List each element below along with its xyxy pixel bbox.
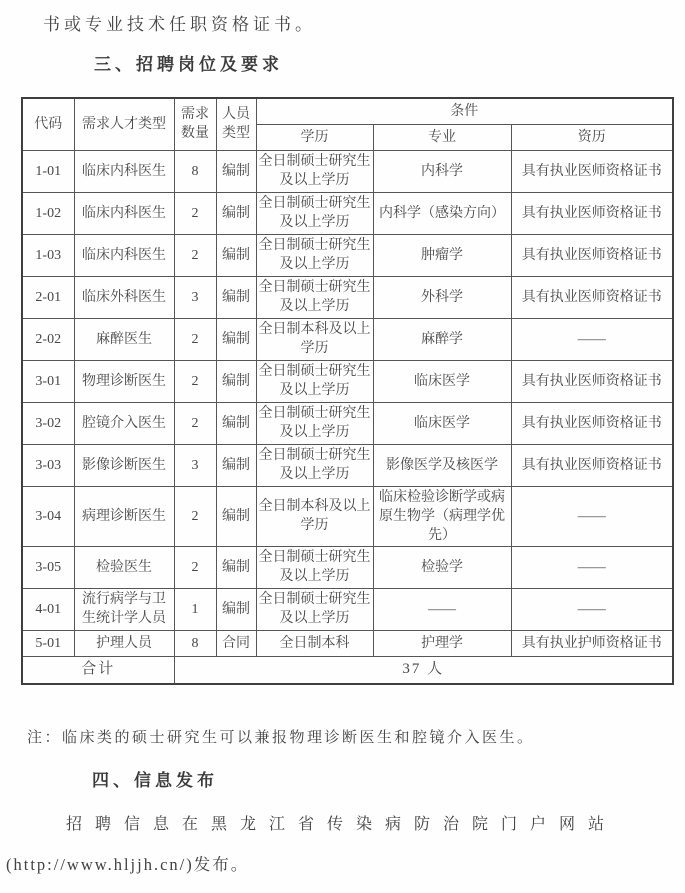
header-education: 学历: [256, 124, 373, 150]
cell-major: ——: [373, 588, 511, 630]
header-major: 专业: [373, 124, 511, 150]
cell-qualification: 具有执业医师资格证书: [511, 192, 673, 234]
cell-education: 全日制硕士研究生及以上学历: [256, 360, 373, 402]
cell-talent-type: 护理人员: [74, 630, 174, 656]
cell-major: 检验学: [373, 546, 511, 588]
cell-count: 2: [174, 546, 216, 588]
cell-code: 5-01: [22, 630, 74, 656]
cell-personnel: 编制: [216, 588, 256, 630]
cell-qualification: 具有执业医师资格证书: [511, 402, 673, 444]
cell-education: 全日制硕士研究生及以上学历: [256, 588, 373, 630]
cell-personnel: 编制: [216, 192, 256, 234]
table-row: [22, 402, 673, 444]
section3-heading: 三、招聘岗位及要求: [94, 55, 283, 74]
cell-code: 4-01: [22, 588, 74, 630]
table-row: [22, 150, 673, 192]
cell-count: 2: [174, 192, 216, 234]
table-row: [22, 546, 673, 588]
cell-talent-type: 影像诊断医生: [74, 444, 174, 486]
header-demand-count: 需求数量: [174, 98, 216, 150]
header-qualification: 资历: [511, 124, 673, 150]
cell-code: 1-02: [22, 192, 74, 234]
cell-talent-type: 临床内科医生: [74, 234, 174, 276]
publish-url-line: (http://www.hljjh.cn/)发布。: [6, 855, 250, 874]
cell-major: 临床医学: [373, 402, 511, 444]
cell-major: 外科学: [373, 276, 511, 318]
cell-qualification: 具有执业医师资格证书: [511, 276, 673, 318]
cell-qualification: 具有执业护师资格证书: [511, 630, 673, 656]
table-total-row: [22, 656, 673, 684]
cell-personnel: 编制: [216, 444, 256, 486]
cell-qualification: ——: [511, 486, 673, 546]
cell-count: 8: [174, 630, 216, 656]
cell-personnel: 编制: [216, 150, 256, 192]
cell-major: 麻醉学: [373, 318, 511, 360]
table-note: 注：临床类的硕士研究生可以兼报物理诊断医生和腔镜介入医生。: [27, 730, 535, 746]
cell-talent-type: 物理诊断医生: [74, 360, 174, 402]
cell-count: 2: [174, 486, 216, 546]
cell-qualification: ——: [511, 318, 673, 360]
cell-major: 临床检验诊断学或病原生物学（病理学优先）: [373, 486, 511, 546]
cell-education: 全日制本科及以上学历: [256, 486, 373, 546]
intro-line: 书或专业技术任职资格证书。: [43, 15, 316, 34]
cell-count: 3: [174, 276, 216, 318]
cell-education: 全日制硕士研究生及以上学历: [256, 150, 373, 192]
cell-major: 肿瘤学: [373, 234, 511, 276]
total-value: 37 人: [174, 656, 673, 684]
cell-talent-type: 临床内科医生: [74, 192, 174, 234]
cell-qualification: 具有执业医师资格证书: [511, 360, 673, 402]
cell-talent-type: 流行病学与卫生统计学人员: [74, 588, 174, 630]
cell-personnel: 编制: [216, 360, 256, 402]
cell-count: 2: [174, 402, 216, 444]
cell-code: 3-01: [22, 360, 74, 402]
cell-code: 3-03: [22, 444, 74, 486]
table-row: [22, 588, 673, 630]
cell-education: 全日制本科: [256, 630, 373, 656]
cell-talent-type: 临床外科医生: [74, 276, 174, 318]
cell-personnel: 编制: [216, 546, 256, 588]
cell-major: 护理学: [373, 630, 511, 656]
header-conditions: 条件: [256, 98, 673, 124]
table-row: [22, 630, 673, 656]
cell-talent-type: 临床内科医生: [74, 150, 174, 192]
cell-education: 全日制硕士研究生及以上学历: [256, 276, 373, 318]
cell-education: 全日制硕士研究生及以上学历: [256, 444, 373, 486]
cell-qualification: 具有执业医师资格证书: [511, 150, 673, 192]
section4-heading: 四、信息发布: [92, 771, 218, 790]
cell-talent-type: 检验医生: [74, 546, 174, 588]
cell-major: 影像医学及核医学: [373, 444, 511, 486]
cell-count: 3: [174, 444, 216, 486]
publish-info-line: 招聘信息在黑龙江省传染病防治院门户网站: [66, 816, 618, 833]
cell-major: 内科学: [373, 150, 511, 192]
table-row: [22, 318, 673, 360]
cell-talent-type: 麻醉医生: [74, 318, 174, 360]
cell-count: 8: [174, 150, 216, 192]
table-row: [22, 234, 673, 276]
cell-personnel: 编制: [216, 234, 256, 276]
cell-qualification: 具有执业医师资格证书: [511, 234, 673, 276]
cell-count: 2: [174, 360, 216, 402]
cell-personnel: 编制: [216, 486, 256, 546]
cell-education: 全日制硕士研究生及以上学历: [256, 234, 373, 276]
table-row: [22, 192, 673, 234]
cell-code: 1-01: [22, 150, 74, 192]
cell-major: 临床医学: [373, 360, 511, 402]
total-label: 合计: [22, 656, 174, 684]
cell-code: 3-04: [22, 486, 74, 546]
table-row: [22, 276, 673, 318]
cell-education: 全日制硕士研究生及以上学历: [256, 192, 373, 234]
header-talent-type: 需求人才类型: [74, 98, 174, 150]
table-header-row-1: [22, 98, 673, 124]
cell-count: 2: [174, 318, 216, 360]
table-row: [22, 360, 673, 402]
cell-qualification: ——: [511, 588, 673, 630]
cell-code: 1-03: [22, 234, 74, 276]
cell-education: 全日制本科及以上学历: [256, 318, 373, 360]
recruitment-table: [21, 97, 674, 685]
cell-major: 内科学（感染方向）: [373, 192, 511, 234]
cell-talent-type: 病理诊断医生: [74, 486, 174, 546]
cell-talent-type: 腔镜介入医生: [74, 402, 174, 444]
cell-qualification: ——: [511, 546, 673, 588]
cell-personnel: 编制: [216, 402, 256, 444]
cell-education: 全日制硕士研究生及以上学历: [256, 402, 373, 444]
cell-education: 全日制硕士研究生及以上学历: [256, 546, 373, 588]
table-row: [22, 486, 673, 546]
cell-personnel: 编制: [216, 276, 256, 318]
cell-code: 2-02: [22, 318, 74, 360]
header-personnel-type: 人员类型: [216, 98, 256, 150]
cell-count: 2: [174, 234, 216, 276]
cell-qualification: 具有执业医师资格证书: [511, 444, 673, 486]
cell-personnel: 编制: [216, 318, 256, 360]
cell-personnel: 合同: [216, 630, 256, 656]
cell-code: 2-01: [22, 276, 74, 318]
header-code: 代码: [22, 98, 74, 150]
table-row: [22, 444, 673, 486]
cell-code: 3-02: [22, 402, 74, 444]
cell-count: 1: [174, 588, 216, 630]
cell-code: 3-05: [22, 546, 74, 588]
